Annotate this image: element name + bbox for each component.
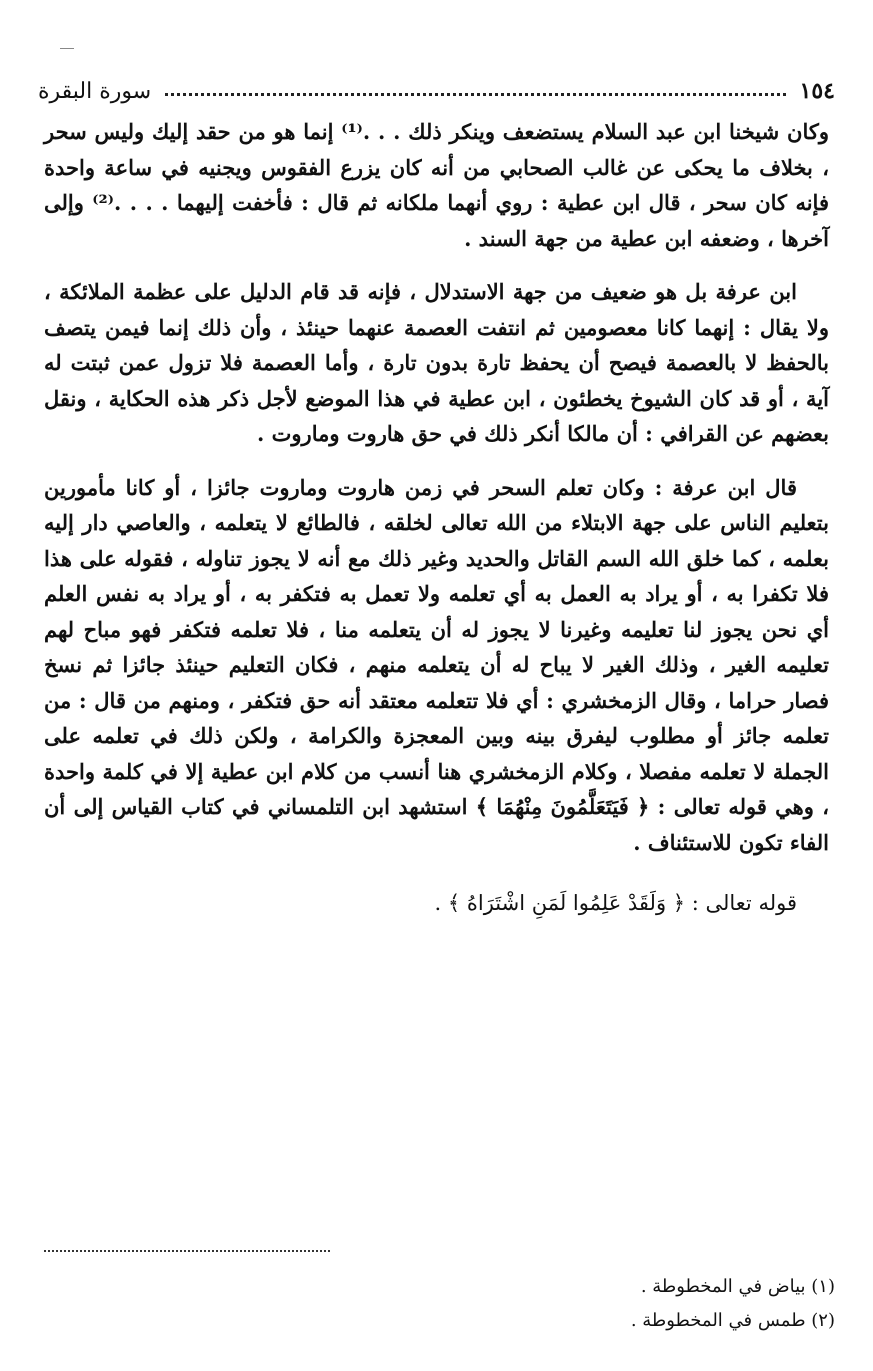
- paragraph-2: ابن عرفة بل هو ضعيف من جهة الاستدلال ، فإنه قد قام الدليل على عظمة الملائكة ، ولا يقال : إنهما كانا معصومين ثم انتفت العصمة عنهما حينئذ ، وأن ذلك إنما فيمن يتصف بالحفظ لا بالعصمة فيصح أن يحفظ تارة بدون تارة ، وأما العصمة فلا تزول عمن ثبتت له آية ، أو قد كان الشيوخ يخطئون ، ابن عطية في هذا الموضع لأجل ذكر هذه الحكاية ، ونقل بعضهم عن القرافي : أن مالكا أنكر ذلك في حق هاروت وماروت .: [44, 279, 829, 446]
- footnote-2: (٢) طمس في المخطوطة .: [630, 1310, 835, 1331]
- main-text: [44, 114, 829, 922]
- running-title: سورة البقرة: [38, 79, 152, 104]
- footnote-1: (١) بياض في المخطوطة .: [640, 1276, 835, 1297]
- paragraph-3: قال ابن عرفة : وكان تعلم السحر في زمن هاروت وماروت جائزا ، أو كانا مأمورين بتعليم الناس على جهة الابتلاء من الله تعالى لخلقه ، فالطائع لا يتعلمه ، والعاصي دار إليه بعلمه ، كما خلق الله السم القاتل والحديد وغير ذلك مع أنه لا يجوز تناوله ، فقوله على هذا فلا تكفرا به ، أو يراد به العمل به أي تعلمه ولا تعمل به فتكفر به ، أو يراد به نفس العلم أي نحن يجوز لنا تعليمه وغيرنا لا يجوز له أن يتعلمه منا ، فلا تعلمه فتكفر فهو مباح لهم تعليمه الغير ، وذلك الغير لا يباح له أن يتعلمه منهم ، فكان التعليم حينئذ جائزا ثم نسخ فصار حراما ، وقال الزمخشري : أي فلا تتعلمه معتقد أنه حق فتكفر ، ومنهم من قال : من تعلمه جائز أو مطلوب ليفرق بينه وبين المعجزة والكرامة ، ولكن ذلك في تعلمه على الجملة لا تعلمه مفصلا ، وكلام الزمخشري هنا أنسب من كلام ابن عطية إلا في كلمة واحدة ، وهي قوله تعالى : ﴿ فَيَتَعَلَّمُونَ مِنْهُمَا ﴾ استشهد ابن التلمساني في كتاب القياس إلى أن الفاء تكون للاستئناف .: [44, 474, 829, 855]
- paragraph-4: قوله تعالى : ﴿ وَلَقَدْ عَلِمُوا لَمَنِ اشْتَرَاهُ ﴾ .: [434, 891, 797, 915]
- scan-mark: [60, 48, 74, 49]
- footnotes: [631, 1270, 835, 1338]
- page-header: [38, 70, 835, 104]
- footnote-separator: [44, 1250, 330, 1252]
- page-number: ١٥٤: [799, 78, 835, 104]
- header-dotted-rule: [165, 93, 785, 96]
- paragraph-1: وكان شيخنا ابن عبد السلام يستضعف وينكر ذلك . . .⁽¹⁾ إنما هو من حقد إليك وليس سحر ، بخلاف ما يحكى عن غالب الصحابي من أنه كان يزرع الفقوس ويجنيه في ساعة واحدة فإنه كان سحر ، قال ابن عطية : روي أنهما ملكانه ثم قال : فأخفت إليهما . . . .⁽²⁾ وإلى آخرها ، وضعفه ابن عطية من جهة السند .: [44, 119, 829, 251]
